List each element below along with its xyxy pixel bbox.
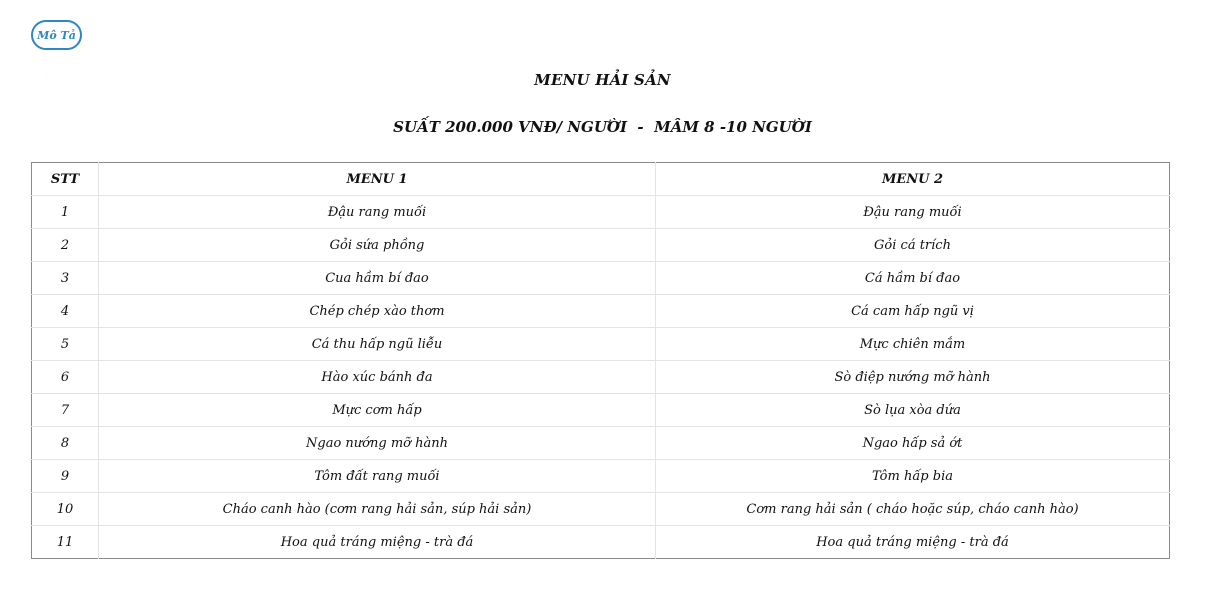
menu-1-dish: Cua hầm bí đao [99, 262, 656, 295]
menu-1-dish: Hoa quả tráng miệng - trà đá [99, 526, 656, 559]
menu-1-dish: Chép chép xào thơm [99, 295, 656, 328]
menu-1-dish: Ngao nướng mỡ hành [99, 427, 656, 460]
table-row [32, 262, 1170, 295]
menu-1-dish: Đậu rang muối [99, 196, 656, 229]
menu-2-dish: Cơm rang hải sản ( cháo hoặc súp, cháo canh hào) [656, 493, 1170, 526]
menu-1-dish: Mực cơm hấp [99, 394, 656, 427]
row-number: 6 [32, 361, 99, 394]
table-row [32, 196, 1170, 229]
menu-2-dish: Tôm hấp bia [656, 460, 1170, 493]
menu-2-dish: Ngao hấp sả ớt [656, 427, 1170, 460]
menu-1-dish: Gỏi sứa phồng [99, 229, 656, 262]
tab-mo-ta[interactable]: Mô Tả [31, 20, 82, 50]
row-number: 4 [32, 295, 99, 328]
table-row [32, 229, 1170, 262]
menu-1-dish: Cháo canh hào (cơm rang hải sản, súp hải sản) [99, 493, 656, 526]
menu-2-dish: Đậu rang muối [656, 196, 1170, 229]
menu-1-dish: Cá thu hấp ngũ liễu [99, 328, 656, 361]
menu-2-dish: Gỏi cá trích [656, 229, 1170, 262]
row-number: 10 [32, 493, 99, 526]
menu-2-dish: Cá cam hấp ngũ vị [656, 295, 1170, 328]
menu-2-dish: Sò lụa xòa dứa [656, 394, 1170, 427]
menu-table [31, 162, 1170, 559]
header-menu-1: MENU 1 [99, 163, 656, 196]
menu-2-dish: Cá hầm bí đao [656, 262, 1170, 295]
row-number: 8 [32, 427, 99, 460]
table-row [32, 526, 1170, 559]
table-row [32, 394, 1170, 427]
row-number: 11 [32, 526, 99, 559]
menu-1-dish: Tôm đất rang muối [99, 460, 656, 493]
menu-2-dish: Hoa quả tráng miệng - trà đá [816, 534, 1009, 550]
menu-2-dish: Mực chiên mắm [656, 328, 1170, 361]
table-row [32, 427, 1170, 460]
row-number: 5 [32, 328, 99, 361]
table-row [32, 295, 1170, 328]
header-stt: STT [32, 163, 99, 196]
row-number: 3 [32, 262, 99, 295]
row-number: 9 [32, 460, 99, 493]
menu-subtitle: SUẤT 200.000 VNĐ/ NGƯỜI - MÂM 8 -10 NGƯỜI [393, 118, 812, 136]
row-number: 1 [32, 196, 99, 229]
table-row [32, 460, 1170, 493]
menu-2-dish: Sò điệp nướng mỡ hành [656, 361, 1170, 394]
header-menu-2: MENU 2 [656, 163, 1170, 196]
row-number: 7 [32, 394, 99, 427]
menu-1-dish: Hào xúc bánh đa [99, 361, 656, 394]
row-number: 2 [32, 229, 99, 262]
table-row [32, 361, 1170, 394]
table-header-row [32, 163, 1170, 196]
menu-title: MENU HẢI SẢN [534, 71, 671, 89]
table-row [32, 493, 1170, 526]
table-row [32, 328, 1170, 361]
